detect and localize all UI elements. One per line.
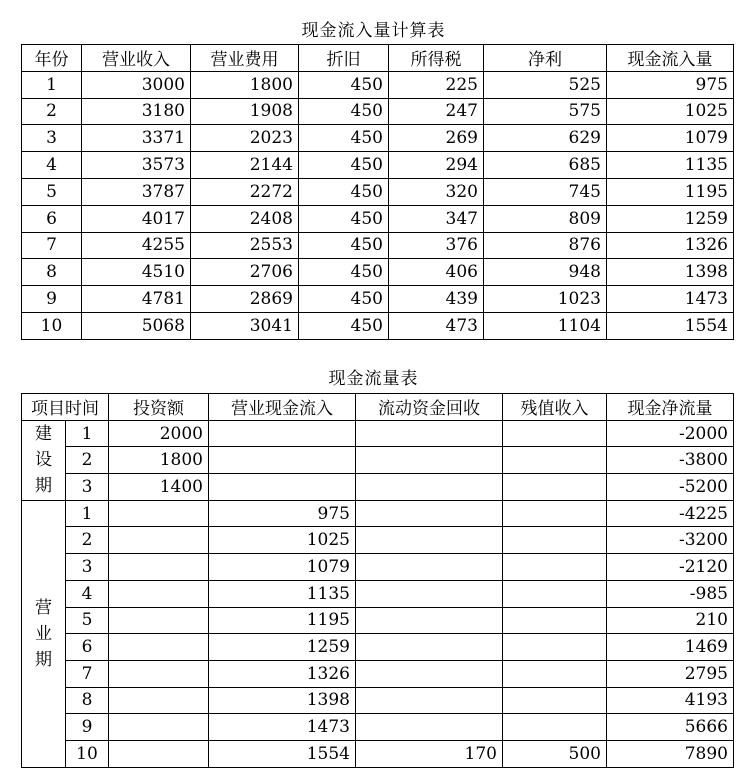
- table-cell: 450: [299, 178, 389, 205]
- period-label-char: 营: [35, 597, 52, 618]
- table-cell: 575: [484, 98, 607, 125]
- table-cell: 7: [66, 660, 109, 687]
- table-cell: 376: [389, 232, 484, 259]
- table-cell: 10: [66, 740, 109, 767]
- table-row: [22, 125, 734, 152]
- column-header: 营业现金流入: [209, 394, 356, 421]
- table-cell: 1554: [209, 740, 356, 767]
- table-cell: 1259: [209, 634, 356, 661]
- table-cell: 1135: [209, 580, 356, 607]
- table-cell: 500: [503, 740, 607, 767]
- table-cell: 809: [484, 205, 607, 232]
- table-cell: 2706: [191, 259, 299, 286]
- table-cell: 3: [22, 125, 82, 152]
- cash-flow-table: [21, 393, 734, 768]
- column-header: 投资额: [109, 394, 209, 421]
- table-cell: 948: [484, 259, 607, 286]
- table2-title: 现金流量表: [328, 369, 419, 389]
- table-row: [22, 687, 734, 714]
- column-header: 净利: [484, 45, 607, 72]
- table-cell: 1473: [209, 714, 356, 741]
- table-cell: [109, 687, 209, 714]
- column-header: 所得税: [389, 45, 484, 72]
- table-cell: [209, 474, 356, 501]
- table-cell: [356, 420, 503, 447]
- table-cell: 1135: [607, 152, 734, 179]
- table-cell: 473: [389, 312, 484, 339]
- table-cell: 347: [389, 205, 484, 232]
- table-cell: 1259: [607, 205, 734, 232]
- table-cell: -2000: [607, 420, 734, 447]
- table-cell: 450: [299, 232, 389, 259]
- cash-inflow-table: [21, 44, 734, 340]
- period-label-char: 设: [35, 450, 52, 471]
- period-label: [22, 500, 66, 767]
- table-cell: [109, 634, 209, 661]
- table-cell: [503, 714, 607, 741]
- table-row: [22, 205, 734, 232]
- table-cell: 450: [299, 286, 389, 313]
- table-cell: 1326: [209, 660, 356, 687]
- table-cell: 4255: [82, 232, 191, 259]
- table-cell: 5666: [607, 714, 734, 741]
- table-cell: 2: [66, 527, 109, 554]
- table-cell: 8: [22, 259, 82, 286]
- table-cell: -4225: [607, 500, 734, 527]
- table-cell: 1195: [209, 607, 356, 634]
- table-cell: [109, 500, 209, 527]
- table-row: [22, 312, 734, 339]
- table-cell: 1800: [109, 447, 209, 474]
- table-cell: 2408: [191, 205, 299, 232]
- table-cell: -985: [607, 580, 734, 607]
- table-row: [22, 634, 734, 661]
- table-cell: 247: [389, 98, 484, 125]
- table-cell: 975: [209, 500, 356, 527]
- table-cell: -2120: [607, 554, 734, 581]
- table-cell: 1: [66, 420, 109, 447]
- table-cell: [209, 447, 356, 474]
- table-cell: 1025: [209, 527, 356, 554]
- table-cell: [503, 554, 607, 581]
- table-cell: [209, 420, 356, 447]
- table-cell: 1469: [607, 634, 734, 661]
- table-row: [22, 500, 734, 527]
- table-cell: 1554: [607, 312, 734, 339]
- table-row: [22, 178, 734, 205]
- table-cell: 450: [299, 125, 389, 152]
- table-cell: 4781: [82, 286, 191, 313]
- table-cell: 10: [22, 312, 82, 339]
- column-header: 折旧: [299, 45, 389, 72]
- table-cell: 3787: [82, 178, 191, 205]
- table-cell: [109, 554, 209, 581]
- column-header: 项目时间: [22, 394, 109, 421]
- table-cell: 5: [22, 178, 82, 205]
- period-label-char: 期: [35, 476, 52, 497]
- table-cell: 1473: [607, 286, 734, 313]
- table-cell: [356, 634, 503, 661]
- table-row: [22, 474, 734, 501]
- table-cell: 450: [299, 152, 389, 179]
- table-cell: 1398: [209, 687, 356, 714]
- table-cell: 450: [299, 312, 389, 339]
- table-cell: 3: [66, 554, 109, 581]
- table-cell: 3000: [82, 71, 191, 98]
- table-cell: [356, 687, 503, 714]
- table-cell: 9: [22, 286, 82, 313]
- table-cell: 745: [484, 178, 607, 205]
- table-cell: 269: [389, 125, 484, 152]
- table-cell: 3371: [82, 125, 191, 152]
- table-cell: 1025: [607, 98, 734, 125]
- table-row: [22, 420, 734, 447]
- period-label: [22, 420, 66, 500]
- table-cell: 4017: [82, 205, 191, 232]
- column-header: 营业费用: [191, 45, 299, 72]
- column-header: 营业收入: [82, 45, 191, 72]
- table-cell: 450: [299, 71, 389, 98]
- table-cell: 2553: [191, 232, 299, 259]
- table-cell: 2: [66, 447, 109, 474]
- table-cell: 685: [484, 152, 607, 179]
- column-header: 现金净流量: [607, 394, 734, 421]
- table-row: [22, 660, 734, 687]
- table-row: [22, 554, 734, 581]
- table-cell: [503, 607, 607, 634]
- table-cell: 9: [66, 714, 109, 741]
- table-cell: [109, 660, 209, 687]
- table-cell: 8: [66, 687, 109, 714]
- table-cell: 210: [607, 607, 734, 634]
- table-cell: 2000: [109, 420, 209, 447]
- table-cell: [109, 580, 209, 607]
- table-cell: [109, 607, 209, 634]
- table-row: [22, 259, 734, 286]
- table-cell: [503, 634, 607, 661]
- table-cell: [109, 714, 209, 741]
- table-cell: 1: [66, 500, 109, 527]
- table-cell: 1: [22, 71, 82, 98]
- table-row: [22, 527, 734, 554]
- table-row: [22, 607, 734, 634]
- table-row: [22, 580, 734, 607]
- table-cell: 2795: [607, 660, 734, 687]
- table-cell: 4: [66, 580, 109, 607]
- table-row: [22, 152, 734, 179]
- column-header: 残值收入: [503, 394, 607, 421]
- table-cell: 1326: [607, 232, 734, 259]
- table-cell: [356, 714, 503, 741]
- table-cell: 3180: [82, 98, 191, 125]
- table-cell: 450: [299, 205, 389, 232]
- table-cell: 1079: [607, 125, 734, 152]
- table-cell: [356, 554, 503, 581]
- table-cell: 2144: [191, 152, 299, 179]
- table-cell: 876: [484, 232, 607, 259]
- table-cell: [356, 607, 503, 634]
- header-row: [22, 45, 734, 72]
- table-cell: [356, 500, 503, 527]
- table-cell: 1195: [607, 178, 734, 205]
- table-cell: 7890: [607, 740, 734, 767]
- table-cell: [356, 580, 503, 607]
- table-cell: 1079: [209, 554, 356, 581]
- table-cell: [356, 527, 503, 554]
- table-cell: [503, 687, 607, 714]
- table-cell: 320: [389, 178, 484, 205]
- table-row: [22, 232, 734, 259]
- table-cell: 1104: [484, 312, 607, 339]
- table-cell: 1023: [484, 286, 607, 313]
- table-cell: [503, 420, 607, 447]
- table-cell: 4193: [607, 687, 734, 714]
- table-row: [22, 714, 734, 741]
- table-row: [22, 98, 734, 125]
- table-cell: 1908: [191, 98, 299, 125]
- table-cell: [503, 474, 607, 501]
- table-cell: 1800: [191, 71, 299, 98]
- table-cell: [356, 447, 503, 474]
- table-cell: [109, 527, 209, 554]
- table-cell: 3573: [82, 152, 191, 179]
- table-cell: [503, 580, 607, 607]
- table-row: [22, 447, 734, 474]
- table-cell: 1398: [607, 259, 734, 286]
- table-cell: [503, 527, 607, 554]
- table-cell: 4: [22, 152, 82, 179]
- period-label-char: 业: [35, 623, 52, 644]
- table-cell: 170: [356, 740, 503, 767]
- table-cell: 450: [299, 98, 389, 125]
- table-cell: -5200: [607, 474, 734, 501]
- table-cell: 1400: [109, 474, 209, 501]
- table-row: [22, 286, 734, 313]
- table-cell: 2272: [191, 178, 299, 205]
- table-row: [22, 740, 734, 767]
- table-row: [22, 71, 734, 98]
- table1-title: 现金流入量计算表: [301, 21, 446, 41]
- table-cell: 5068: [82, 312, 191, 339]
- table-cell: -3800: [607, 447, 734, 474]
- table-cell: 7: [22, 232, 82, 259]
- period-label-char: 建: [35, 424, 52, 445]
- table-cell: 6: [22, 205, 82, 232]
- table-cell: 975: [607, 71, 734, 98]
- period-label-char: 期: [35, 649, 52, 670]
- table-cell: 294: [389, 152, 484, 179]
- table-cell: -3200: [607, 527, 734, 554]
- table-cell: 4510: [82, 259, 191, 286]
- table-cell: [503, 447, 607, 474]
- table-cell: 629: [484, 125, 607, 152]
- table-cell: [356, 474, 503, 501]
- column-header: 流动资金回收: [356, 394, 503, 421]
- column-header: 现金流入量: [607, 45, 734, 72]
- table-cell: 6: [66, 634, 109, 661]
- table-cell: [503, 660, 607, 687]
- table-cell: 525: [484, 71, 607, 98]
- table-cell: 406: [389, 259, 484, 286]
- table-cell: 2: [22, 98, 82, 125]
- table-cell: 3: [66, 474, 109, 501]
- table-cell: 439: [389, 286, 484, 313]
- table-cell: 5: [66, 607, 109, 634]
- table-cell: 3041: [191, 312, 299, 339]
- table-cell: 2869: [191, 286, 299, 313]
- table-cell: [109, 740, 209, 767]
- table-cell: 450: [299, 259, 389, 286]
- table-cell: 2023: [191, 125, 299, 152]
- header-row: [22, 394, 734, 421]
- table-cell: [356, 660, 503, 687]
- table-cell: 225: [389, 71, 484, 98]
- table-cell: [503, 500, 607, 527]
- column-header: 年份: [22, 45, 82, 72]
